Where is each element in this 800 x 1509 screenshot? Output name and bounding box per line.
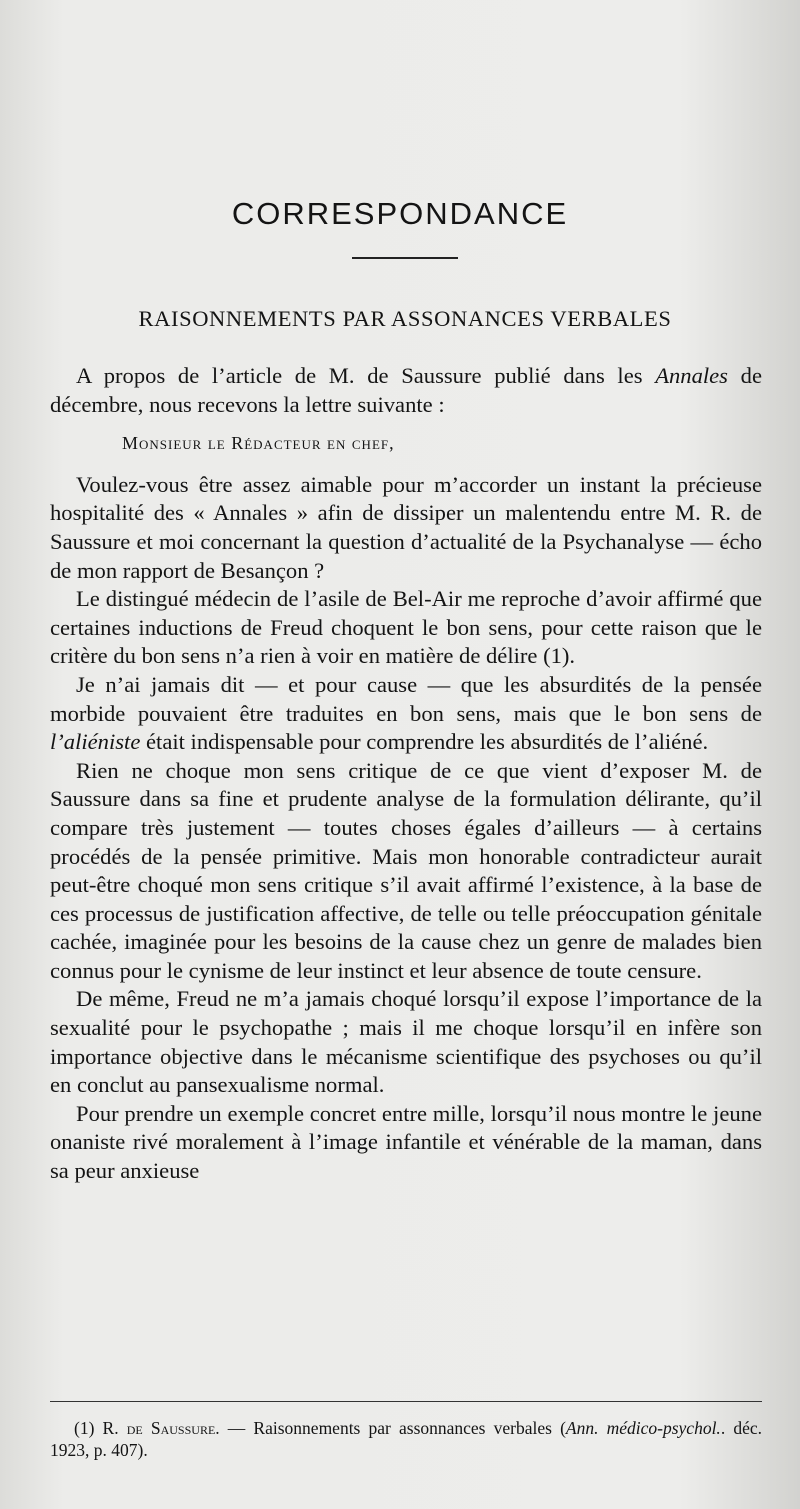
section-heading: RAISONNEMENTS PAR ASSONANCES VERBALES [138,306,672,331]
intro-text-before: A propos de l’article de M. de Saussure publié dans les [76,363,656,388]
intro-paragraph [50,362,762,419]
title-divider [352,257,458,259]
paragraph-3-emphasis: l’aliéniste [50,729,141,755]
footnote-title: — Raisonnements par assonnances verbales ( [219,1418,566,1438]
paragraph-6: Pour prendre un exemple concret entre mille, lorsqu’il nous montre le jeune onaniste rivé moralement à l’image infantile et vénérable de la maman, dans sa peur anxieuse [50,1100,762,1184]
footnote-author: R. de Saussure. [102,1418,220,1438]
paragraph-5: De même, Freud ne m’a jamais choqué lorsqu’il expose l’importance de la sexualité pour le psychopathe ; mais il me choque lorsqu’il en infère son importance objective dans le mécanisme scientifique des psychoses ou qu’il en conclut au pansexualisme normal. [50,986,762,1098]
footnote-journal: Ann. médico-psychol. [565,1418,721,1438]
paragraph-3-after: était indispensable pour comprendre les absurdités de l’aliéné. [140,729,709,755]
intro-text-after: de décembre, nous recevons la lettre suivante : [50,363,762,417]
letter-body [50,362,762,1186]
salutation: Monsieur le Rédacteur en chef, [122,433,395,454]
footnote-marker: (1) [74,1418,103,1438]
paragraph-1: Voulez-vous être assez aimable pour m’accorder un instant la précieuse hospitalité des « Annales » afin de dissiper un malentendu entre M. R. de Saussure et moi concernant la question d’actualité de la Psychanalyse — écho de mon rapport de Besançon ? [50,471,762,583]
footnote [50,1417,762,1461]
footnote-divider [50,1401,762,1402]
footnote-details: . déc. 1923, p. 407). [50,1418,762,1460]
paragraph-3-before: Je n’ai jamais dit — et pour cause — que les absurdités de la pensée morbide pouvaient être traduites en bon sens, mais que le bon sens de [50,671,762,726]
page-title: CORRESPONDANCE [231,196,569,231]
intro-journal-name: Annales [655,363,728,388]
paragraph-4: Rien ne choque mon sens critique de ce que vient d’exposer M. de Saussure dans sa fine et prudente analyse de la formulation délirante, qu’il compare très justement — toutes choses égales d’ailleurs — à certains procédés de la pensée primitive. Mais mon honorable contradicteur aurait peut-être choqué mon sens critique s’il avait affirmé l’existence, à la base de ces processus de justification affective, de telle ou telle préoccupation génitale cachée, imaginée pour les besoins de la cause chez un genre de malades bien connus pour le cynisme de leur instinct et leur absence de toute censure. [50,757,762,983]
paragraph-3 [50,671,762,757]
paragraph-2: Le distingué médecin de l’asile de Bel-Air me reproche d’avoir affirmé que certaines inductions de Freud choquent le bon sens, pour cette raison que le critère du bon sens n’a rien à voir en matière de délire (1). [50,586,762,669]
